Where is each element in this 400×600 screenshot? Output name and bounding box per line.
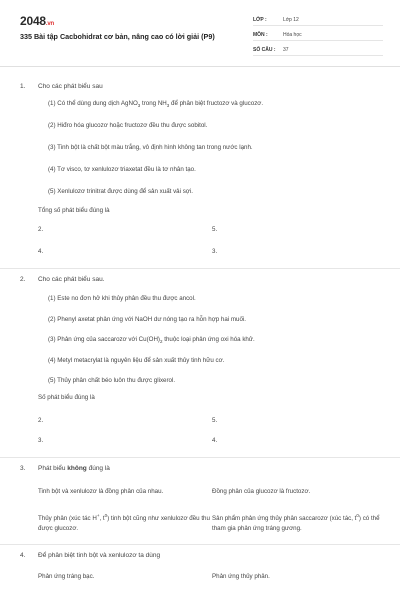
- option-text: , t: [99, 515, 105, 523]
- answer-option-d[interactable]: 4.: [212, 437, 218, 444]
- meta-key: SỐ CÂU :: [253, 46, 276, 53]
- answer-option-c[interactable]: [38, 511, 210, 534]
- question-number: 2.: [20, 276, 26, 283]
- option-text: Sản phẩm phản ứng thủy phân saccarozơ (xúc tác, t: [212, 515, 357, 523]
- question-text: Để phân biệt tinh bột và xenlulozơ ta dùng: [38, 552, 161, 559]
- logo-text: 2048: [20, 14, 46, 28]
- logo-suffix: .vn: [45, 21, 54, 27]
- answer-option-a[interactable]: 2.: [38, 417, 44, 424]
- answer-option-b[interactable]: Phản ứng thủy phân.: [212, 573, 270, 580]
- site-logo[interactable]: [20, 14, 54, 28]
- meta-key: LỚP :: [253, 16, 267, 23]
- answer-option-d[interactable]: 3.: [212, 248, 218, 255]
- question-emphasis: không: [67, 465, 87, 472]
- meta-row-class: [253, 14, 383, 26]
- answer-option-d[interactable]: [212, 511, 384, 534]
- question-number: 3.: [20, 465, 26, 472]
- meta-row-count: [253, 44, 383, 56]
- document-meta: [253, 14, 383, 59]
- superscript: 0: [356, 513, 359, 518]
- question-text: Cho các phát biểu sau: [38, 83, 103, 90]
- answer-option-b[interactable]: 5.: [212, 417, 218, 424]
- answer-option-c[interactable]: 4.: [38, 248, 44, 255]
- header-divider: [0, 66, 400, 67]
- statement-4: (4) Tơ visco, tơ xenlulozơ triaxetat đều là tơ nhân tạo.: [48, 166, 196, 173]
- superscript: +: [96, 513, 100, 518]
- statement-text: để phân biệt fructozơ và glucozơ.: [169, 100, 264, 107]
- answer-option-a[interactable]: 2.: [38, 226, 44, 233]
- statement-1: (1) Este no đơn hở khi thủy phân đều thu được ancol.: [48, 295, 196, 302]
- option-text: ) có thể tham gia phản ứng tráng gương.: [212, 515, 380, 533]
- statement-5: (5) Thủy phân chất béo luôn thu được glixerol.: [48, 377, 176, 384]
- statement-1: [48, 100, 263, 108]
- question-text-part: Phát biểu: [38, 465, 68, 472]
- superscript: 0: [104, 513, 108, 518]
- statement-3: [48, 336, 255, 344]
- question-text-part: đúng là: [86, 465, 110, 472]
- question-divider: [0, 268, 400, 269]
- meta-key: MÔN :: [253, 31, 268, 38]
- meta-row-subject: [253, 29, 383, 41]
- meta-value: Lớp 12: [283, 16, 299, 23]
- statement-text: (1) Có thể dùng dung dịch AgNO: [48, 100, 138, 107]
- question-text: Cho các phát biểu sau.: [38, 276, 105, 283]
- subscript: 3: [137, 103, 141, 109]
- answer-option-b[interactable]: 5.: [212, 226, 218, 233]
- question-prompt: Số phát biểu đúng là: [38, 394, 95, 401]
- statement-text: trong NH: [140, 100, 167, 107]
- subscript: 3: [166, 103, 170, 109]
- document-header: [0, 0, 400, 64]
- statement-text: (3) Phản ứng của saccarozơ với Cu(OH): [48, 336, 160, 343]
- answer-option-a[interactable]: Phản ứng tráng bạc.: [38, 573, 95, 580]
- statement-3: (3) Tinh bột là chất bột màu trắng, vô định hình không tan trong nước lạnh.: [48, 144, 253, 151]
- subscript: 2: [159, 339, 163, 345]
- statement-4: (4) Metyl metacrylat là nguyên liệu để sản xuất thủy tinh hữu cơ.: [48, 357, 225, 364]
- option-text: ) tinh bột cũng như xenlulozơ đều thu được glucozơ.: [38, 515, 210, 533]
- answer-option-a[interactable]: Tinh bột và xenlulozơ là đồng phân của nhau.: [38, 488, 164, 495]
- statement-5: (5) Xenlulozơ trinitrat được dùng để sản xuất vải sợi.: [48, 188, 193, 195]
- answer-option-c[interactable]: 3.: [38, 437, 44, 444]
- question-divider: [0, 457, 400, 458]
- answer-option-b[interactable]: Đồng phân của glucozơ là fructozơ.: [212, 488, 311, 495]
- option-text: Thủy phân (xúc tác H: [38, 515, 97, 523]
- page-title: 335 Bài tập Cacbohidrat cơ bản, nâng cao có lời giải (P9): [20, 32, 215, 41]
- meta-value: Hóa học: [283, 31, 302, 38]
- statement-text: thuộc loại phản ứng oxi hóa khử.: [162, 336, 255, 343]
- question-prompt: Tổng số phát biểu đúng là: [38, 207, 110, 214]
- statement-2: (2) Hiđro hóa glucozơ hoặc fructozơ đều thu được sobitol.: [48, 122, 208, 129]
- meta-value: 37: [283, 46, 289, 53]
- question-number: 1.: [20, 83, 26, 90]
- statement-2: (2) Phenyl axetat phản ứng với NaOH dư nóng tạo ra hỗn hợp hai muối.: [48, 316, 247, 323]
- question-divider: [0, 544, 400, 545]
- question-text: [38, 465, 110, 472]
- question-number: 4.: [20, 552, 26, 559]
